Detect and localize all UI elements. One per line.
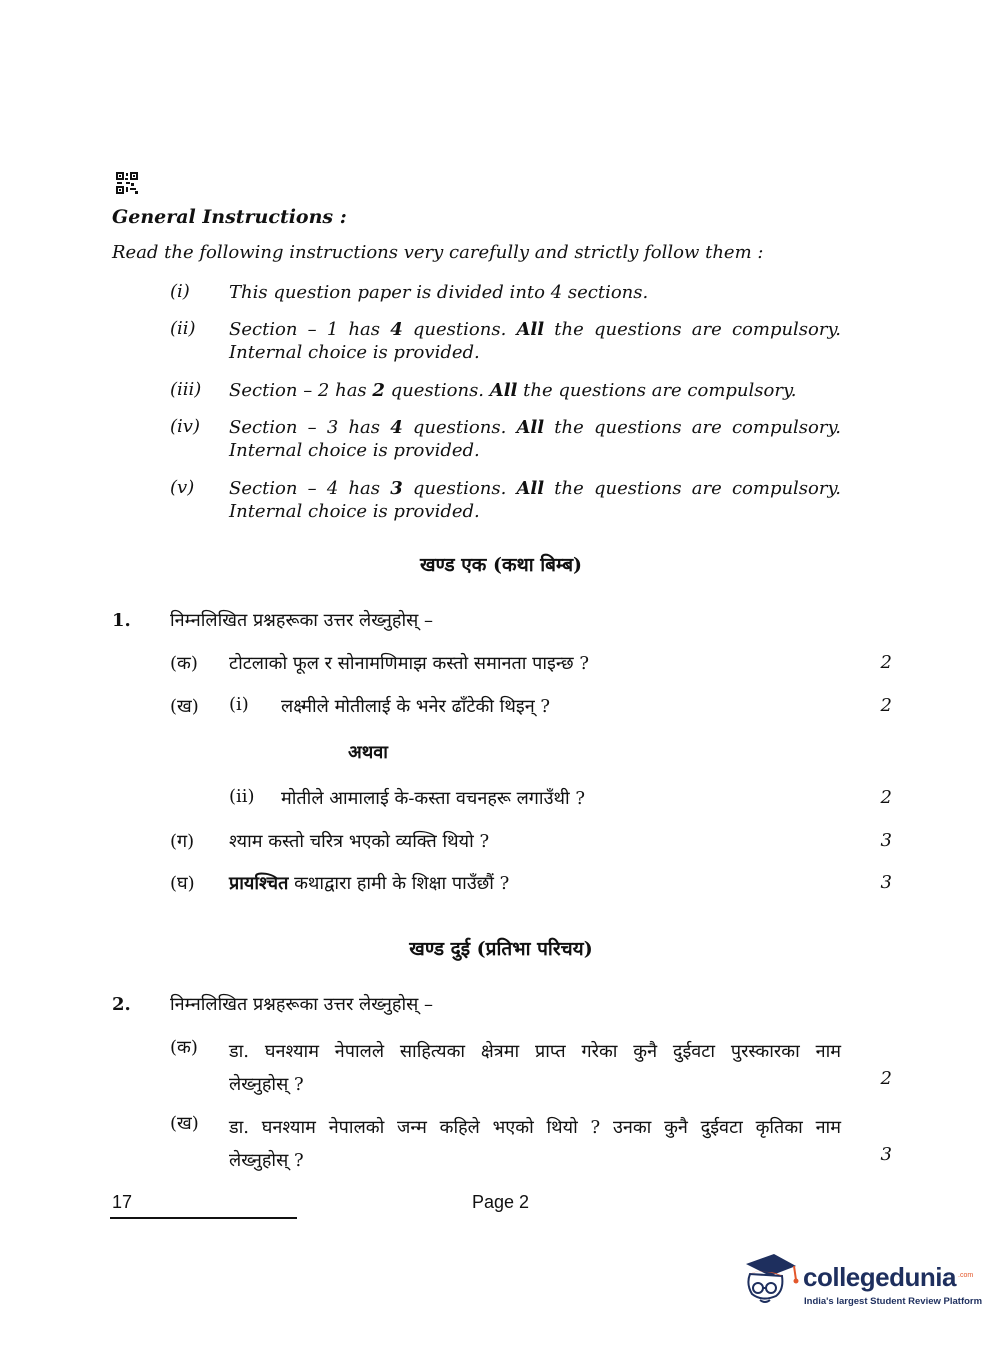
logo-tagline: India's largest Student Review Platform — [804, 1296, 983, 1307]
instructions-title: General Instructions : — [112, 206, 347, 228]
logo-wordmark: collegedunia — [803, 1262, 956, 1292]
marks: 2 — [880, 652, 892, 673]
instruction-line: Section – 1 has 4 questions. All the questions are compulsory. — [229, 319, 841, 340]
or-label: अथवा — [348, 742, 388, 763]
instruction-item — [229, 477, 841, 523]
marks: 3 — [880, 830, 892, 851]
marks: 3 — [880, 872, 892, 893]
collegedunia-logo-icon — [740, 1250, 802, 1312]
subquestion-text — [229, 1035, 841, 1101]
instruction-number: (iii) — [170, 379, 202, 400]
instruction-text: This question paper is divided into 4 sections. — [229, 282, 649, 303]
instruction-item — [229, 379, 841, 402]
marks: 2 — [880, 695, 892, 716]
instruction-line: Internal choice is provided. — [229, 440, 480, 461]
question-text: निम्नलिखित प्रश्नहरूका उत्तर लेख्नुहोस् – — [170, 610, 434, 631]
instructions-intro: Read the following instructions very carefully and strictly follow them : — [112, 242, 764, 263]
instruction-line: Internal choice is provided. — [229, 342, 480, 363]
section-heading: खण्ड दुई (प्रतिभा परिचय) — [409, 938, 593, 960]
instruction-item — [229, 416, 841, 462]
section-heading: खण्ड एक (कथा बिम्ब) — [419, 554, 583, 576]
subquestion-text: टोटलाको फूल र सोनामणिमाझ कस्तो समानता पाइन्छ ? — [229, 653, 590, 674]
subquestion-text: श्याम कस्तो चरित्र भएको व्यक्ति थियो ? — [229, 831, 490, 852]
subquestion-label: (ख) — [170, 1113, 199, 1134]
question-text: निम्नलिखित प्रश्नहरूका उत्तर लेख्नुहोस् – — [170, 994, 434, 1015]
subquestion-label: (घ) — [170, 873, 195, 894]
instruction-line: Section – 4 has 3 questions. All the questions are compulsory. — [229, 478, 841, 499]
subquestion-label: (ख) — [170, 696, 199, 717]
instruction-number: (i) — [170, 281, 190, 302]
subquestion-line: लेख्नुहोस् ? — [229, 1074, 304, 1095]
instruction-number: (ii) — [170, 318, 196, 339]
instruction-item — [229, 318, 841, 364]
subquestion-text: मोतीले आमालाई के-कस्ता वचनहरू लगाउँथी ? — [281, 788, 585, 809]
subquestion-text — [229, 1111, 841, 1177]
instruction-number: (v) — [170, 477, 195, 498]
qr-code-icon — [116, 172, 138, 194]
instruction-line: Section – 2 has 2 questions. All the questions are compulsory. — [229, 380, 797, 401]
marks: 2 — [880, 1068, 892, 1089]
footer-divider — [110, 1217, 297, 1219]
subquestion-number: (ii) — [229, 786, 255, 807]
subquestion-label: (ग) — [170, 831, 195, 852]
subquestion-label: (क) — [170, 1037, 198, 1058]
subquestion-label: (क) — [170, 653, 198, 674]
instruction-number: (iv) — [170, 416, 200, 437]
instruction-line: Internal choice is provided. — [229, 501, 480, 522]
subquestion-text: लक्ष्मीले मोतीलाई के भनेर ढाँटेकी थिइन् ? — [281, 696, 551, 717]
marks: 2 — [880, 787, 892, 808]
question-number: 1. — [112, 610, 131, 631]
question-number: 2. — [112, 994, 131, 1015]
instruction-line: Section – 3 has 4 questions. All the questions are compulsory. — [229, 417, 841, 438]
subquestion-line: लेख्नुहोस् ? — [229, 1150, 304, 1171]
marks: 3 — [880, 1144, 892, 1165]
subquestion-text: प्रायश्चित कथाद्वारा हामी के शिक्षा पाउँछौं ? — [229, 873, 510, 894]
page-code: 17 — [112, 1192, 133, 1212]
logo-domain: .com — [958, 1272, 974, 1279]
subquestion-line: डा. घनश्याम नेपालको जन्म कहिले भएको थियो ? उनका कुनै दुईवटा कृतिका नाम — [229, 1117, 841, 1138]
subquestion-number: (i) — [229, 694, 249, 715]
page-number: Page 2 — [472, 1192, 530, 1212]
subquestion-line: डा. घनश्याम नेपालले साहित्यका क्षेत्रमा प्राप्त गरेका कुनै दुईवटा पुरस्कारका नाम — [229, 1041, 841, 1062]
